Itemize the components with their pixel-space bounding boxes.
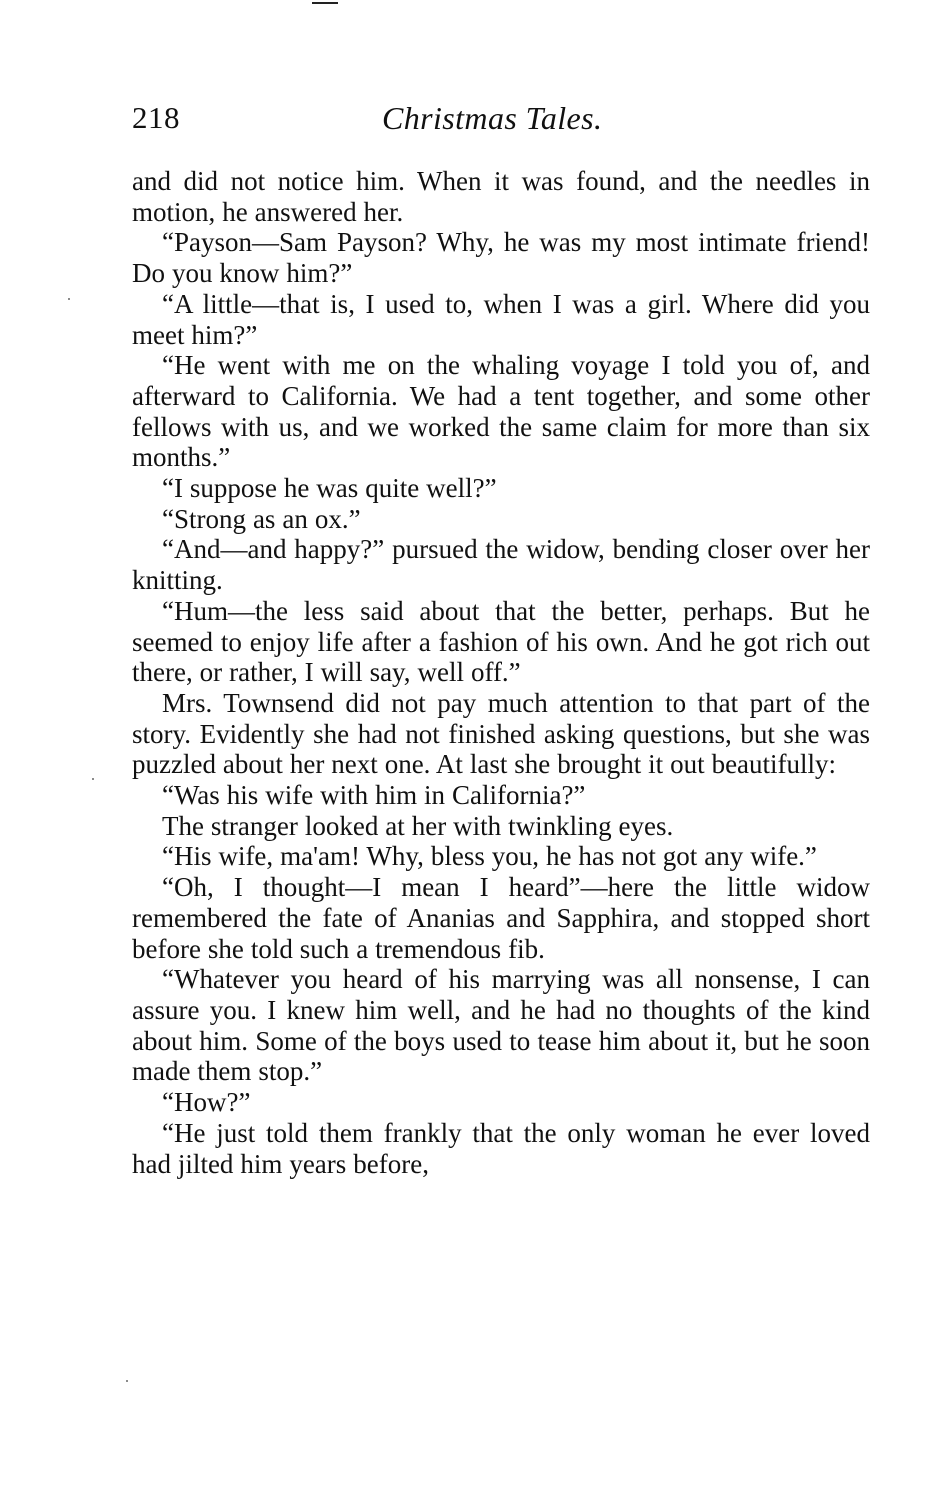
paragraph: “Payson—Sam Payson? Why, he was my most intimate friend! Do you know him?”: [132, 227, 870, 289]
paragraph: “A little—that is, I used to, when I was a girl. Where did you meet him?”: [132, 288, 870, 350]
paragraph: “He just told them frankly that the only woman he ever loved had jilted him years before,: [132, 1117, 870, 1179]
paragraph: The stranger looked at her with twinkling eyes.: [162, 810, 674, 841]
paragraph: “Whatever you heard of his marrying was all nonsense, I can assure you. I knew him well, and he had no thoughts of the kind about him. Some of the boys used to tease him about it, but he soon made them stop.”: [132, 964, 870, 1087]
page-number: 218: [132, 100, 180, 135]
margin-speck: [68, 298, 70, 300]
paragraph: “And—and happy?” pursued the widow, bending closer over her knitting.: [132, 534, 870, 596]
paragraph: “His wife, ma'am! Why, bless you, he has not got any wife.”: [162, 841, 817, 872]
page-header: [132, 98, 872, 142]
paragraph: “Hum—the less said about that the better, perhaps. But he seemed to enjoy life after a fashion of his own. And he got rich out there, or rather, I will say, well off.”: [132, 595, 870, 688]
paragraph: and did not notice him. When it was found, and the needles in motion, he answered her.: [132, 166, 870, 227]
running-title: Christmas Tales.: [382, 100, 603, 136]
paragraph: “He went with me on the whaling voyage I told you of, and afterward to California. We had a tent together, and some other fellows with us, and we worked the same claim for more than six months.”: [132, 350, 870, 473]
paragraph: “Was his wife with him in California?”: [162, 780, 586, 811]
paragraph: “I suppose he was quite well?”: [162, 473, 497, 504]
paragraph: Mrs. Townsend did not pay much attention to that part of the story. Evidently she had not finished asking questions, but she was puzzled about her next one. At last she brought it out beautifully:: [132, 687, 870, 780]
margin-speck: [126, 1380, 128, 1382]
paragraph: “Strong as an ox.”: [162, 503, 361, 534]
body-text: [132, 166, 870, 1179]
paragraph: “How?”: [162, 1087, 251, 1118]
top-edge-mark: [312, 2, 338, 4]
margin-speck: [92, 778, 94, 780]
paragraph: “Oh, I thought—I mean I heard”—here the little widow remembered the fate of Ananias and Sapphira, and stopped short before she told such a tremendous fib.: [132, 872, 870, 964]
